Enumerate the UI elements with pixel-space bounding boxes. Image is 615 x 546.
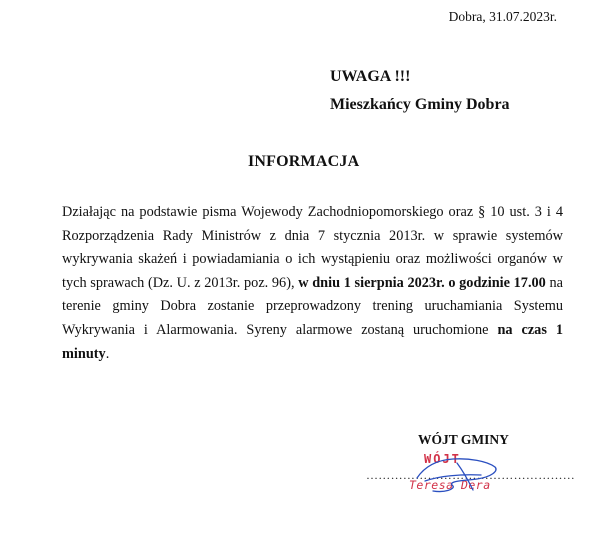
signature-line: ……………………………………………: [366, 468, 576, 482]
body-event-datetime: w dniu 1 sierpnia 2023r. o godzinie 17.00: [298, 274, 546, 291]
stamp-name: Teresa Dera: [409, 478, 491, 492]
signature-title: WÓJT GMINY: [418, 432, 509, 447]
body-paragraph: [62, 201, 563, 366]
body-end: .: [105, 345, 110, 362]
handwritten-signature-icon: [395, 446, 505, 496]
body-text-part2: na terenie gminy Dobra zostanie przeprowadzony trening uruchamiania Systemu Wykrywania i Alarmowania. Syreny alarmowe zostaną uruchomione: [62, 274, 563, 338]
warning-heading: UWAGA !!!: [330, 68, 411, 85]
body-duration: na czas 1 minuty: [62, 321, 564, 362]
stamp-office: WÓJT: [424, 452, 461, 466]
addressee-heading: Mieszkańcy Gminy Dobra: [330, 96, 510, 113]
document-title: INFORMACJA: [248, 153, 360, 170]
document-date: Dobra, 31.07.2023r.: [448, 9, 557, 24]
body-text-part1: Działając na podstawie pisma Wojewody Zachodniopomorskiego oraz § 10 ust. 3 i 4 Rozporządzenia Rady Ministrów z dnia 7 stycznia 2013r. w sprawie systemów wykrywania skażeń i powiadamiania o ich wystąpieniu oraz możliwości organów w tych sprawach (Dz. U. z 2013r. poz. 96),: [62, 204, 563, 291]
